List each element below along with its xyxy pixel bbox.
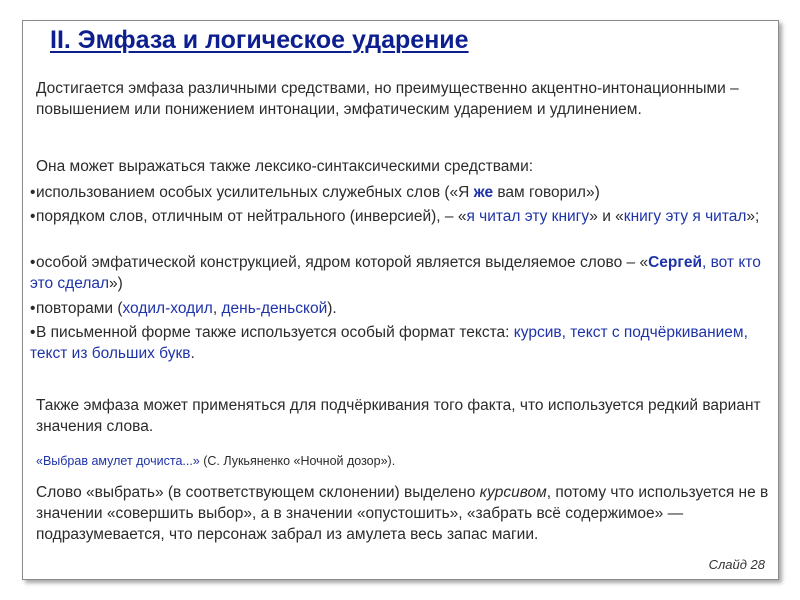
bullet-5-post: . xyxy=(190,345,195,362)
intro-text: Достигается эмфаза различными средствами, но преимущественно акцентно-интонационными – повышением или понижением интонации, эмфатическим ударением и удлинением. xyxy=(36,80,739,118)
bullet-1-pre: использованием особых усилительных служебных слов («Я xyxy=(36,184,474,201)
explanation-paragraph xyxy=(36,482,771,545)
bullet-4-pre: повторами ( xyxy=(36,300,123,317)
bullet-5-example: курсив, текст с подчёркиванием, текст из больших букв xyxy=(30,324,748,362)
bullet-2-post: »; xyxy=(746,208,760,225)
rare-meaning-paragraph xyxy=(36,395,771,437)
bullet-4-example-1: ходил-ходил xyxy=(122,300,213,317)
quote-line xyxy=(36,450,771,472)
bullet-dot: • xyxy=(30,300,36,317)
lexical-intro xyxy=(36,156,771,177)
bullet-dot: • xyxy=(30,208,36,225)
bullet-3 xyxy=(30,252,770,294)
slide-number: Слайд 28 xyxy=(708,557,765,572)
lexical-intro-text: Она может выражаться также лексико-синтаксическими средствами: xyxy=(36,158,534,175)
slide-title: II. Эмфаза и логическое ударение xyxy=(50,26,469,54)
quote-text: «Выбрав амулет дочиста...» xyxy=(36,454,200,468)
bullet-1-post: вам говорил») xyxy=(493,184,600,201)
quote-end: . xyxy=(391,454,396,468)
bullet-4-example-2: день-деньской xyxy=(221,300,328,317)
bullet-2-example-1: я читал эту книгу xyxy=(466,208,590,225)
bullet-5-pre: В письменной форме также используется особый формат текста: xyxy=(36,324,514,341)
bullet-2 xyxy=(30,206,770,227)
explanation-post: , потому что используется не в значении «совершить выбор», а в значении «опустошить», «забрать всё содержимое» — подразумевается, что персонаж забрал из амулета весь запас магии. xyxy=(36,484,769,543)
bullet-2-mid: » и « xyxy=(589,208,624,225)
bullet-3-pre: особой эмфатической конструкцией, ядром которой является выделяемое слово – « xyxy=(36,254,649,271)
bullet-2-example-2: книгу эту я читал xyxy=(623,208,747,225)
explanation-pre: Слово «выбрать» (в соответствующем склонении) выделено xyxy=(36,484,480,501)
bullet-5 xyxy=(30,322,770,364)
bullet-2-pre: порядком слов, отличным от нейтрального (инверсией), – « xyxy=(36,208,467,225)
explanation-italic: курсивом xyxy=(479,484,547,501)
bullet-4 xyxy=(30,298,770,319)
bullet-4-sep: , xyxy=(212,300,222,317)
bullet-1-emph: же xyxy=(473,184,494,201)
bullet-dot: • xyxy=(30,254,36,271)
bullet-4-post: ). xyxy=(327,300,337,317)
intro-paragraph xyxy=(36,78,771,120)
rare-meaning-text: Также эмфаза может применяться для подчёркивания того факта, что используется редкий вариант значения слова. xyxy=(36,397,761,435)
bullet-dot: • xyxy=(30,324,36,341)
bullet-3-emph: Сергей xyxy=(648,254,702,271)
bullet-dot: • xyxy=(30,184,36,201)
bullet-3-post: ») xyxy=(109,275,123,292)
quote-source: (С. Лукьяненко «Ночной дозор») xyxy=(199,454,392,468)
bullet-1 xyxy=(30,182,770,203)
bullet-3-example: , вот кто это сделал xyxy=(30,254,761,292)
